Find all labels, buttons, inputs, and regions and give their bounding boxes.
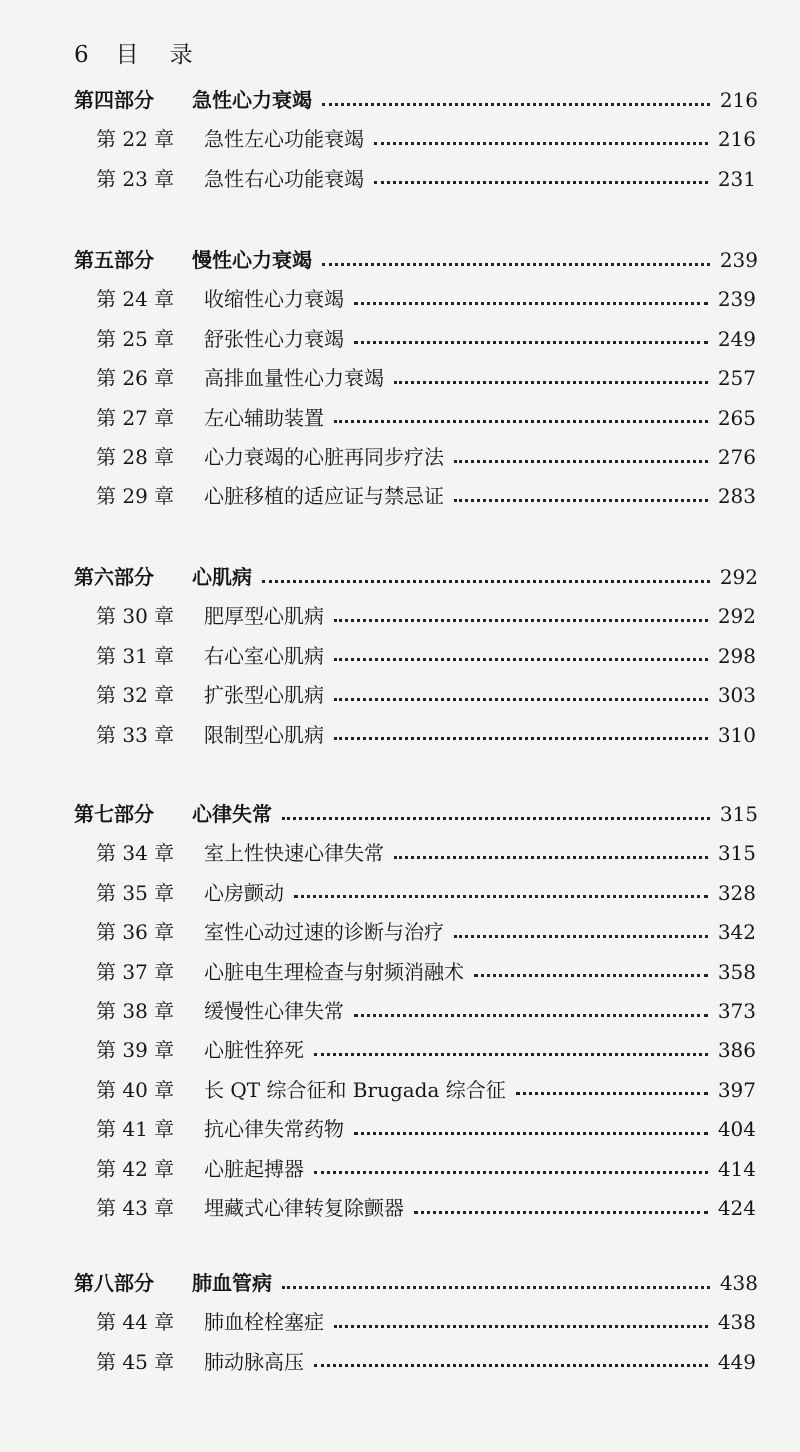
- chapter-entry-label: 第 30 章: [96, 604, 175, 629]
- chapter-entry: [96, 362, 756, 394]
- part-heading-title: 急性心力衰竭: [192, 88, 312, 112]
- chapter-entry-page-number: 310: [717, 722, 756, 747]
- part-heading-page-number: 438: [719, 1271, 758, 1295]
- chapter-entry: [96, 323, 756, 355]
- dot-leader: [454, 460, 708, 463]
- chapter-entry-page-number: 438: [717, 1310, 756, 1335]
- chapter-entry: [96, 679, 756, 711]
- part-heading-title: 慢性心力衰竭: [192, 248, 312, 272]
- chapter-entry-label: 第 37 章: [96, 959, 175, 984]
- dot-leader: [294, 895, 708, 898]
- chapter-entry-label: 第 22 章: [96, 127, 175, 152]
- chapter-entry-label: 第 39 章: [96, 1038, 175, 1063]
- chapter-entry: [96, 719, 756, 751]
- chapter-entry-title: 室性心动过速的诊断与治疗: [204, 920, 444, 945]
- toc-title-char-1: 目: [115, 42, 140, 68]
- dot-leader: [354, 1132, 708, 1135]
- part-heading: [74, 561, 758, 593]
- chapter-entry-label: 第 32 章: [96, 683, 175, 708]
- toc-title-char-2: 录: [169, 42, 194, 68]
- part-heading: [74, 244, 758, 276]
- chapter-entry-title: 左心辅助装置: [204, 405, 324, 430]
- dot-leader: [374, 181, 708, 184]
- chapter-entry-label: 第 29 章: [96, 484, 175, 509]
- chapter-entry-title: 埋藏式心律转复除颤器: [204, 1196, 404, 1220]
- dot-leader: [282, 817, 710, 820]
- chapter-entry: [96, 1074, 756, 1106]
- chapter-entry-page-number: 231: [717, 166, 756, 191]
- chapter-entry-page-number: 386: [717, 1038, 756, 1063]
- page-header: [74, 36, 194, 69]
- chapter-entry-title: 心脏性猝死: [204, 1038, 304, 1063]
- chapter-entry-page-number: 265: [717, 405, 756, 430]
- chapter-entry-page-number: 216: [717, 127, 756, 152]
- chapter-entry: [96, 480, 756, 512]
- dot-leader: [314, 1171, 708, 1174]
- chapter-entry-page-number: 298: [717, 643, 756, 668]
- dot-leader: [334, 619, 708, 622]
- part-heading-label: 第七部分: [74, 802, 154, 826]
- part-heading-page-number: 292: [719, 565, 758, 589]
- chapter-entry-label: 第 44 章: [96, 1310, 175, 1335]
- chapter-entry: [96, 640, 756, 672]
- chapter-entry-page-number: 424: [717, 1196, 756, 1220]
- chapter-entry-page-number: 373: [717, 999, 756, 1023]
- chapter-entry-page-number: 303: [717, 683, 756, 708]
- dot-leader: [454, 935, 708, 938]
- part-heading-label: 第四部分: [74, 88, 154, 112]
- chapter-entry-page-number: 404: [717, 1117, 756, 1142]
- chapter-entry: [96, 163, 756, 195]
- part-heading-title: 心律失常: [192, 802, 272, 826]
- chapter-entry-title: 抗心律失常药物: [204, 1117, 344, 1142]
- dot-leader: [334, 658, 708, 661]
- chapter-entry-label: 第 31 章: [96, 643, 175, 668]
- chapter-entry-title: 缓慢性心律失常: [204, 999, 344, 1023]
- dot-leader: [516, 1092, 708, 1095]
- chapter-entry-title: 急性右心功能衰竭: [204, 166, 364, 191]
- part-heading-label: 第六部分: [74, 565, 154, 589]
- chapter-entry-label: 第 41 章: [96, 1117, 175, 1142]
- part-heading-label: 第五部分: [74, 248, 154, 272]
- chapter-entry: [96, 283, 756, 315]
- chapter-entry: [96, 1153, 756, 1185]
- dot-leader: [334, 698, 708, 701]
- chapter-entry-title: 长 QT 综合征和 Brugada 综合征: [204, 1077, 506, 1102]
- chapter-entry-title: 肥厚型心肌病: [204, 604, 324, 629]
- chapter-entry-page-number: 249: [717, 326, 756, 351]
- chapter-entry-label: 第 35 章: [96, 880, 175, 905]
- chapter-entry: [96, 402, 756, 434]
- dot-leader: [322, 103, 710, 106]
- chapter-entry-page-number: 397: [717, 1077, 756, 1102]
- part-heading-title: 心肌病: [192, 565, 252, 589]
- chapter-entry-label: 第 28 章: [96, 445, 175, 469]
- chapter-entry-label: 第 45 章: [96, 1349, 175, 1374]
- chapter-entry-page-number: 292: [717, 604, 756, 629]
- chapter-entry-label: 第 42 章: [96, 1156, 175, 1181]
- chapter-entry: [96, 995, 756, 1027]
- chapter-entry: [96, 837, 756, 869]
- chapter-entry-title: 高排血量性心力衰竭: [204, 366, 384, 391]
- dot-leader: [394, 856, 708, 859]
- chapter-entry-page-number: 449: [717, 1349, 756, 1374]
- chapter-entry-title: 心房颤动: [204, 880, 284, 905]
- dot-leader: [322, 263, 710, 266]
- part-heading: [74, 798, 758, 830]
- chapter-entry-page-number: 342: [717, 920, 756, 945]
- chapter-entry: [96, 1306, 756, 1338]
- part-heading-page-number: 315: [719, 802, 758, 826]
- dot-leader: [354, 302, 708, 305]
- chapter-entry-title: 心脏电生理检查与射频消融术: [204, 959, 464, 984]
- chapter-entry: [96, 1113, 756, 1145]
- chapter-entry-title: 心脏移植的适应证与禁忌证: [204, 484, 444, 509]
- dot-leader: [314, 1053, 708, 1056]
- dot-leader: [314, 1364, 708, 1367]
- part-heading-title: 肺血管病: [192, 1271, 272, 1295]
- chapter-entry-label: 第 43 章: [96, 1196, 175, 1220]
- part-heading: [74, 1267, 758, 1299]
- page-number: 6: [74, 42, 90, 68]
- chapter-entry-title: 室上性快速心律失常: [204, 841, 384, 866]
- part-heading-page-number: 239: [719, 248, 758, 272]
- chapter-entry-title: 心力衰竭的心脏再同步疗法: [204, 445, 444, 469]
- part-heading-label: 第八部分: [74, 1271, 154, 1295]
- chapter-entry-label: 第 36 章: [96, 920, 175, 945]
- part-heading-page-number: 216: [719, 88, 758, 112]
- chapter-entry-page-number: 414: [717, 1156, 756, 1181]
- dot-leader: [262, 580, 710, 583]
- dot-leader: [282, 1286, 710, 1289]
- chapter-entry-page-number: 315: [717, 841, 756, 866]
- chapter-entry-label: 第 38 章: [96, 999, 175, 1023]
- chapter-entry: [96, 877, 756, 909]
- chapter-entry-title: 收缩性心力衰竭: [204, 287, 344, 312]
- chapter-entry: [96, 1034, 756, 1066]
- chapter-entry: [96, 956, 756, 988]
- dot-leader: [474, 974, 708, 977]
- dot-leader: [394, 381, 708, 384]
- part-heading: [74, 84, 758, 116]
- chapter-entry: [96, 600, 756, 632]
- dot-leader: [334, 737, 708, 740]
- chapter-entry-title: 扩张型心肌病: [204, 683, 324, 708]
- chapter-entry: [96, 1346, 756, 1378]
- chapter-entry-title: 肺血栓栓塞症: [204, 1310, 324, 1335]
- chapter-entry-title: 舒张性心力衰竭: [204, 326, 344, 351]
- dot-leader: [334, 420, 708, 423]
- chapter-entry: [96, 916, 756, 948]
- chapter-entry-page-number: 257: [717, 366, 756, 391]
- chapter-entry-label: 第 27 章: [96, 405, 175, 430]
- dot-leader: [374, 142, 708, 145]
- dot-leader: [354, 341, 708, 344]
- chapter-entry: [96, 441, 756, 473]
- chapter-entry-page-number: 328: [717, 880, 756, 905]
- chapter-entry-label: 第 34 章: [96, 841, 175, 866]
- dot-leader: [354, 1014, 708, 1017]
- dot-leader: [414, 1211, 708, 1214]
- chapter-entry-page-number: 276: [717, 445, 756, 469]
- chapter-entry-label: 第 33 章: [96, 722, 175, 747]
- chapter-entry-title: 右心室心肌病: [204, 643, 324, 668]
- chapter-entry-page-number: 283: [717, 484, 756, 509]
- chapter-entry-title: 急性左心功能衰竭: [204, 127, 364, 152]
- chapter-entry-label: 第 24 章: [96, 287, 175, 312]
- chapter-entry-page-number: 358: [717, 959, 756, 984]
- chapter-entry-title: 肺动脉高压: [204, 1349, 304, 1374]
- dot-leader: [454, 499, 708, 502]
- chapter-entry-label: 第 26 章: [96, 366, 175, 391]
- chapter-entry-label: 第 23 章: [96, 166, 175, 191]
- chapter-entry: [96, 1192, 756, 1224]
- chapter-entry-label: 第 25 章: [96, 326, 175, 351]
- chapter-entry: [96, 123, 756, 155]
- chapter-entry-page-number: 239: [717, 287, 756, 312]
- chapter-entry-title: 限制型心肌病: [204, 722, 324, 747]
- dot-leader: [334, 1325, 708, 1328]
- chapter-entry-title: 心脏起搏器: [204, 1156, 304, 1181]
- chapter-entry-label: 第 40 章: [96, 1077, 175, 1102]
